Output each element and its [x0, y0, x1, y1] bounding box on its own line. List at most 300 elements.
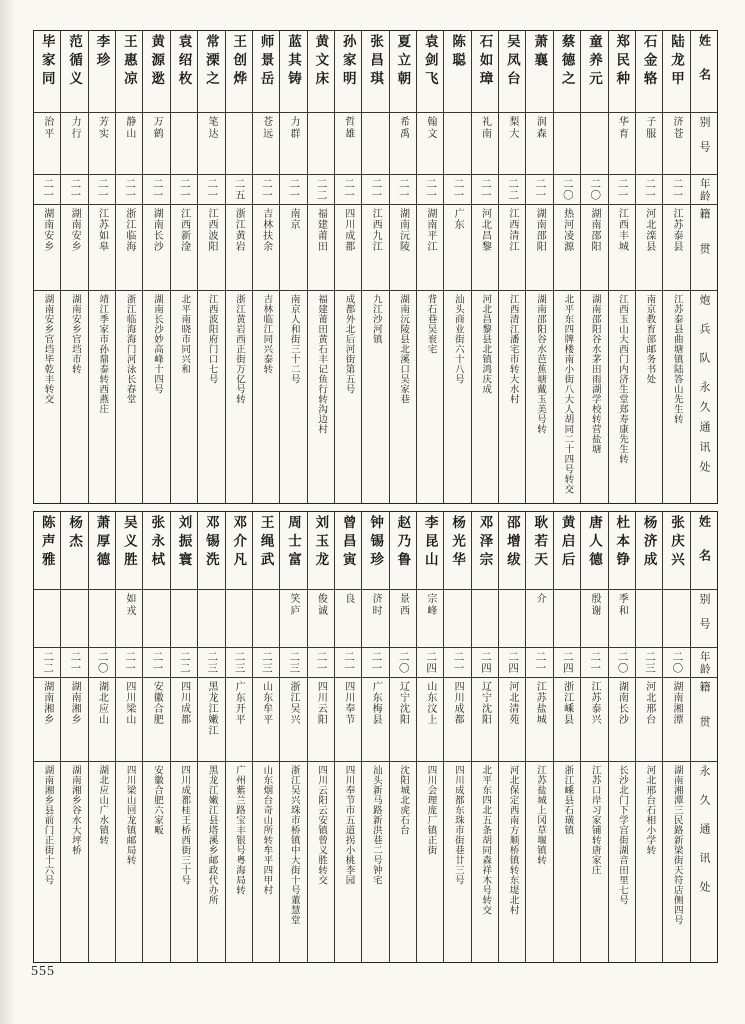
entry-column — [498, 31, 525, 503]
address-header-text — [698, 765, 710, 961]
origin-cell — [198, 205, 224, 291]
address-cell — [280, 762, 306, 962]
entry-age-text: 二一 — [124, 651, 136, 674]
entry-alias-text: 希禹 — [397, 116, 409, 140]
entry-alias-text: 景西 — [397, 593, 409, 617]
origin-cell — [362, 678, 388, 762]
entry-age-text: 二〇 — [397, 651, 409, 674]
age-cell — [390, 175, 416, 205]
entry-address-text: 浙江吴兴珠市桥镇中大街十号董慧堂 — [288, 765, 299, 925]
origin-cell — [472, 678, 498, 762]
entry-column — [142, 512, 169, 962]
entry-address-text: 湖南邵阳谷水茅田雨湖学校转营盐塘 — [589, 294, 600, 454]
address-cell — [143, 291, 169, 503]
age-header-text: 年龄 — [698, 178, 710, 203]
address-cell — [171, 762, 197, 962]
entry-origin-text: 湖南长沙 — [616, 681, 628, 725]
origin-cell — [171, 678, 197, 762]
entry-address-text: 九江沙河镇 — [370, 294, 381, 344]
entry-name-text: 邓锡洗 — [203, 515, 219, 571]
name-cell — [417, 31, 443, 113]
entry-column — [225, 31, 252, 503]
address-cell — [143, 762, 169, 962]
entry-column — [471, 512, 498, 962]
origin-cell — [581, 205, 607, 291]
entry-name-text: 王绳武 — [258, 515, 274, 571]
entry-name-text: 常溧之 — [203, 34, 219, 90]
entry-origin-text: 河北昌黎 — [479, 208, 491, 252]
entry-column — [416, 31, 443, 503]
alias-cell — [335, 590, 361, 648]
entry-column — [635, 512, 662, 962]
age-cell — [335, 175, 361, 205]
name-cell — [636, 31, 662, 113]
entry-origin-text: 湖南湘乡 — [69, 681, 81, 725]
entry-column — [662, 31, 689, 503]
entry-origin-text: 湖南邵阳 — [588, 208, 600, 252]
entry-column — [389, 512, 416, 962]
entry-name-text: 蔡德之 — [559, 34, 575, 90]
origin-cell — [663, 678, 689, 762]
entry-alias-text: 良 — [342, 593, 354, 605]
address-header-cell — [691, 762, 717, 962]
origin-cell — [335, 205, 361, 291]
entry-alias-text: 梨大 — [506, 116, 518, 140]
entry-age-text: 二〇 — [616, 651, 628, 674]
name-cell — [663, 512, 689, 590]
entry-column — [307, 512, 334, 962]
address-cell — [116, 762, 142, 962]
origin-cell — [362, 205, 388, 291]
entry-column — [34, 512, 60, 962]
alias-cell — [554, 113, 580, 175]
entry-age-text: 二一 — [288, 178, 300, 201]
alias-cell — [663, 113, 689, 175]
origin-cell — [636, 678, 662, 762]
age-header-cell — [691, 648, 717, 678]
address-cell — [609, 291, 635, 503]
alias-cell — [417, 590, 443, 648]
entry-origin-text: 江西清江 — [506, 208, 518, 252]
origin-cell — [335, 678, 361, 762]
alias-cell — [499, 113, 525, 175]
name-cell — [335, 512, 361, 590]
entry-name-text: 黄文床 — [313, 34, 329, 90]
age-cell — [444, 648, 470, 678]
entry-column — [170, 31, 197, 503]
entry-age-text: 二一 — [589, 651, 601, 674]
address-cell — [390, 291, 416, 503]
age-cell — [116, 648, 142, 678]
address-cell — [636, 291, 662, 503]
entry-address-text: 成都外北后河街第五号 — [343, 294, 354, 394]
origin-cell — [34, 205, 60, 291]
address-cell — [171, 291, 197, 503]
entry-column — [553, 512, 580, 962]
entry-alias-text: 季和 — [616, 593, 628, 617]
age-cell — [636, 175, 662, 205]
origin-cell — [61, 205, 87, 291]
entry-address-text: 山东烟台奇山所转牟平四甲村 — [261, 765, 272, 895]
name-cell — [636, 512, 662, 590]
name-cell — [581, 512, 607, 590]
entry-origin-text: 江苏盐城 — [534, 681, 546, 725]
address-cell — [61, 291, 87, 503]
alias-cell — [280, 113, 306, 175]
age-cell — [280, 648, 306, 678]
entry-address-text: 汕头新马路新洪巷二号钟宅 — [370, 765, 381, 885]
entry-address-text: 南京人和街三十二号 — [288, 294, 299, 384]
alias-cell — [417, 113, 443, 175]
entry-name-text: 袁绍枚 — [176, 34, 192, 90]
entry-name-text: 王惠凉 — [121, 34, 137, 90]
origin-cell — [554, 205, 580, 291]
name-cell — [444, 31, 470, 113]
age-cell — [198, 175, 224, 205]
entry-column — [443, 512, 470, 962]
age-cell — [171, 648, 197, 678]
address-cell — [362, 291, 388, 503]
alias-cell — [253, 113, 279, 175]
entry-name-text: 耿若天 — [532, 515, 548, 571]
name-cell — [499, 512, 525, 590]
address-cell — [362, 762, 388, 962]
address-cell — [581, 291, 607, 503]
entry-origin-text: 四川云阳 — [315, 681, 327, 725]
alias-cell — [390, 113, 416, 175]
name-cell — [554, 512, 580, 590]
entry-address-text: 靖江季家市孙鼎泰转西燕庄 — [97, 294, 108, 414]
entry-address-text: 河北保定西南方顺桥镇转东堤北村 — [507, 765, 518, 915]
name-cell — [253, 512, 279, 590]
origin-cell — [89, 205, 115, 291]
entry-age-text: 二〇 — [589, 178, 601, 201]
entry-age-text: 二一 — [534, 178, 546, 201]
entry-column — [279, 512, 306, 962]
alias-cell — [226, 113, 252, 175]
entry-name-text: 邵增绂 — [504, 515, 520, 571]
age-cell — [116, 175, 142, 205]
entry-address-text: 浙江黄岩西正街万亿号转 — [234, 294, 245, 404]
address-header-label: 永久通讯处 — [697, 765, 710, 910]
entry-age-text: 二〇 — [96, 651, 108, 674]
entry-column — [34, 31, 60, 503]
address-cell — [308, 762, 334, 962]
age-cell — [472, 648, 498, 678]
address-cell — [308, 291, 334, 503]
alias-cell — [89, 113, 115, 175]
entry-address-text: 湖南湘乡县前门正街十六号 — [42, 765, 53, 885]
name-header-cell — [691, 31, 717, 113]
entry-address-text: 安徽合肥六家畈 — [151, 765, 162, 835]
entry-age-text: 二〇 — [561, 178, 573, 201]
origin-cell — [143, 205, 169, 291]
name-cell — [308, 31, 334, 113]
address-cell — [390, 762, 416, 962]
age-cell — [226, 648, 252, 678]
origin-cell — [472, 205, 498, 291]
entry-age-text: 二一 — [178, 178, 190, 201]
entry-name-text: 钟锡珍 — [368, 515, 384, 571]
entry-origin-text: 湖南湘潭 — [671, 681, 683, 725]
age-cell — [226, 175, 252, 205]
address-cell — [61, 762, 87, 962]
alias-cell — [61, 113, 87, 175]
name-cell — [362, 512, 388, 590]
entry-alias-text: 力行 — [69, 116, 81, 140]
age-cell — [362, 175, 388, 205]
origin-cell — [280, 205, 306, 291]
tables-container — [33, 30, 718, 963]
entry-name-text: 石金辂 — [641, 34, 657, 90]
origin-cell — [226, 205, 252, 291]
entry-origin-text: 广东开平 — [233, 681, 245, 725]
entry-age-text: 二三 — [288, 651, 300, 674]
address-cell — [663, 762, 689, 962]
entry-age-text: 二〇 — [671, 651, 683, 674]
entry-origin-text: 湖南平江 — [424, 208, 436, 252]
name-cell — [116, 31, 142, 113]
alias-cell — [198, 113, 224, 175]
entry-age-text: 二二 — [507, 178, 519, 201]
alias-cell — [116, 590, 142, 648]
alias-cell — [609, 590, 635, 648]
origin-cell — [636, 205, 662, 291]
address-cell — [417, 762, 443, 962]
entry-address-text: 汕头商业街六十八号 — [452, 294, 463, 384]
entry-address-text: 福建莆田黄石丰记鱼行转沟边村 — [316, 294, 327, 434]
entry-address-text: 北平东四牌楼南小街八大人胡同二十四号转交 — [562, 294, 573, 494]
name-cell — [89, 31, 115, 113]
entry-age-text: 二三 — [643, 651, 655, 674]
entry-origin-text: 江西丰城 — [616, 208, 628, 252]
entry-column — [225, 512, 252, 962]
alias-cell — [253, 590, 279, 648]
entry-alias-text: 笔达 — [205, 116, 217, 140]
entry-address-text: 四川云阳云安镇曾义胜转交 — [316, 765, 327, 885]
name-cell — [171, 512, 197, 590]
name-cell — [554, 31, 580, 113]
origin-cell — [280, 678, 306, 762]
entry-column — [170, 512, 197, 962]
entry-address-text: 江苏口岸习家铺转唐家庄 — [589, 765, 600, 875]
origin-cell — [526, 205, 552, 291]
entry-name-text: 唐人德 — [586, 515, 602, 571]
entry-address-text: 四川梁山回龙镇邮局转 — [124, 765, 135, 865]
entry-origin-text: 浙江嵊县 — [561, 681, 573, 725]
entry-name-text: 师景岳 — [258, 34, 274, 90]
origin-cell — [390, 205, 416, 291]
entry-age-text: 二三 — [260, 651, 272, 674]
address-cell — [198, 291, 224, 503]
name-cell — [581, 31, 607, 113]
entry-column — [88, 512, 115, 962]
origin-cell — [444, 205, 470, 291]
alias-cell — [89, 590, 115, 648]
entry-address-text: 北平南晓市同兴和 — [179, 294, 190, 374]
entry-address-text: 湖南长沙妙高峰十四号 — [151, 294, 162, 394]
origin-cell — [526, 678, 552, 762]
address-cell — [34, 291, 60, 503]
age-cell — [444, 175, 470, 205]
entry-origin-text: 江西九江 — [370, 208, 382, 252]
age-cell — [609, 175, 635, 205]
origin-cell — [226, 678, 252, 762]
alias-cell — [554, 590, 580, 648]
name-cell — [390, 31, 416, 113]
address-cell — [198, 762, 224, 962]
address-cell — [116, 291, 142, 503]
name-cell — [226, 31, 252, 113]
entry-origin-text: 广东 — [452, 208, 464, 230]
alias-cell — [499, 590, 525, 648]
entry-age-text: 二一 — [315, 651, 327, 674]
entry-column — [334, 512, 361, 962]
entry-name-text: 周士富 — [285, 515, 301, 571]
age-cell — [308, 648, 334, 678]
address-cell — [499, 762, 525, 962]
name-header-cell — [691, 512, 717, 590]
entry-column — [361, 512, 388, 962]
header-column — [690, 31, 717, 503]
alias-cell — [472, 113, 498, 175]
age-cell — [253, 648, 279, 678]
entry-column — [142, 31, 169, 503]
entry-name-text: 刘振寰 — [176, 515, 192, 571]
entry-age-text: 二一 — [452, 651, 464, 674]
address-cell — [636, 762, 662, 962]
origin-header-cell — [691, 678, 717, 762]
age-cell — [663, 175, 689, 205]
entry-age-text: 二一 — [343, 651, 355, 674]
address-cell — [253, 762, 279, 962]
entry-column — [525, 31, 552, 503]
entry-name-text: 蓝其铸 — [285, 34, 301, 90]
alias-header-cell — [691, 113, 717, 175]
entry-alias-text: 苍远 — [260, 116, 272, 140]
entry-address-text: 沈阳城北虎石台 — [398, 765, 409, 835]
entry-origin-text: 福建莆田 — [315, 208, 327, 252]
entry-age-text: 二一 — [124, 178, 136, 201]
address-header-cell — [691, 291, 717, 503]
name-cell — [609, 31, 635, 113]
origin-cell — [116, 678, 142, 762]
entry-column — [498, 512, 525, 962]
entry-origin-text: 山东牟平 — [260, 681, 272, 725]
entry-origin-text: 河北邢台 — [643, 681, 655, 725]
alias-cell — [362, 113, 388, 175]
entry-name-text: 陆龙甲 — [669, 34, 685, 90]
entry-origin-text: 黑龙江嫩江 — [205, 681, 217, 736]
alias-cell — [636, 113, 662, 175]
name-cell — [417, 512, 443, 590]
age-cell — [143, 648, 169, 678]
entry-name-text: 杜本铮 — [614, 515, 630, 571]
entry-age-text: 二一 — [42, 178, 54, 201]
entry-address-text: 南京教育部邮务书处 — [644, 294, 655, 384]
age-cell — [34, 175, 60, 205]
entry-age-text: 二一 — [69, 651, 81, 674]
origin-cell — [308, 678, 334, 762]
origin-cell — [89, 678, 115, 762]
entry-name-text: 范循义 — [67, 34, 83, 90]
entry-origin-text: 河北清苑 — [506, 681, 518, 725]
age-cell — [636, 648, 662, 678]
address-cell — [226, 291, 252, 503]
entry-address-text: 湖南湘乡谷水大坪桥 — [69, 765, 80, 855]
entry-name-text: 郑民种 — [614, 34, 630, 90]
name-cell — [198, 512, 224, 590]
entry-alias-text: 治平 — [41, 116, 53, 140]
name-header-text: 姓名 — [697, 515, 712, 583]
entry-origin-text: 江苏泰兴 — [588, 681, 600, 725]
entry-address-text: 江西玉山大西门内济生堂郑寿康先生转 — [617, 294, 628, 464]
entry-column — [252, 31, 279, 503]
alias-header-cell — [691, 590, 717, 648]
entry-alias-text: 子服 — [643, 116, 655, 140]
origin-cell — [143, 678, 169, 762]
entry-alias-text: 力群 — [288, 116, 300, 140]
roster-table-top — [33, 30, 718, 504]
alias-cell — [581, 113, 607, 175]
entry-alias-text: 济时 — [370, 593, 382, 617]
entry-name-text: 李昆山 — [422, 515, 438, 571]
address-cell — [444, 291, 470, 503]
age-cell — [417, 175, 443, 205]
address-cell — [472, 762, 498, 962]
entry-age-text: 二一 — [151, 651, 163, 674]
name-cell — [609, 512, 635, 590]
entry-origin-text: 安徽合肥 — [151, 681, 163, 725]
origin-header-text: 籍贯 — [697, 208, 710, 278]
alias-cell — [61, 590, 87, 648]
entry-address-text: 江苏盐城上冈草堰镇转 — [534, 765, 545, 865]
address-cell — [472, 291, 498, 503]
entry-origin-text: 浙江黄岩 — [233, 208, 245, 252]
entry-column — [115, 31, 142, 503]
age-cell — [581, 648, 607, 678]
section-title: 炮兵队 — [697, 294, 710, 381]
age-cell — [581, 175, 607, 205]
entry-alias-text: 如戎 — [123, 593, 135, 617]
age-cell — [61, 175, 87, 205]
origin-header-cell — [691, 205, 717, 291]
alias-cell — [143, 113, 169, 175]
entry-address-text: 四川奉节市五道拐小桃李园 — [343, 765, 354, 885]
entry-column — [197, 31, 224, 503]
entry-column — [580, 31, 607, 503]
entry-name-text: 黄启后 — [559, 515, 575, 571]
address-cell — [609, 762, 635, 962]
entry-origin-text: 山东汶上 — [424, 681, 436, 725]
entry-column — [525, 512, 552, 962]
origin-cell — [663, 205, 689, 291]
name-cell — [34, 31, 60, 113]
origin-cell — [581, 678, 607, 762]
entry-age-text: 二一 — [616, 178, 628, 201]
age-cell — [417, 648, 443, 678]
address-cell — [417, 291, 443, 503]
entry-name-text: 陈聪 — [450, 34, 466, 71]
age-cell — [472, 175, 498, 205]
entry-name-text: 陈声雅 — [39, 515, 55, 571]
entry-address-text: 湖南邵阳谷水芭蕉塘戴玉美号转 — [534, 294, 545, 434]
entry-address-text: 四川会理庞厂镇正街 — [425, 765, 436, 855]
entry-age-text: 二四 — [479, 651, 491, 674]
entry-age-text: 二一 — [206, 178, 218, 201]
age-cell — [390, 648, 416, 678]
name-cell — [472, 31, 498, 113]
